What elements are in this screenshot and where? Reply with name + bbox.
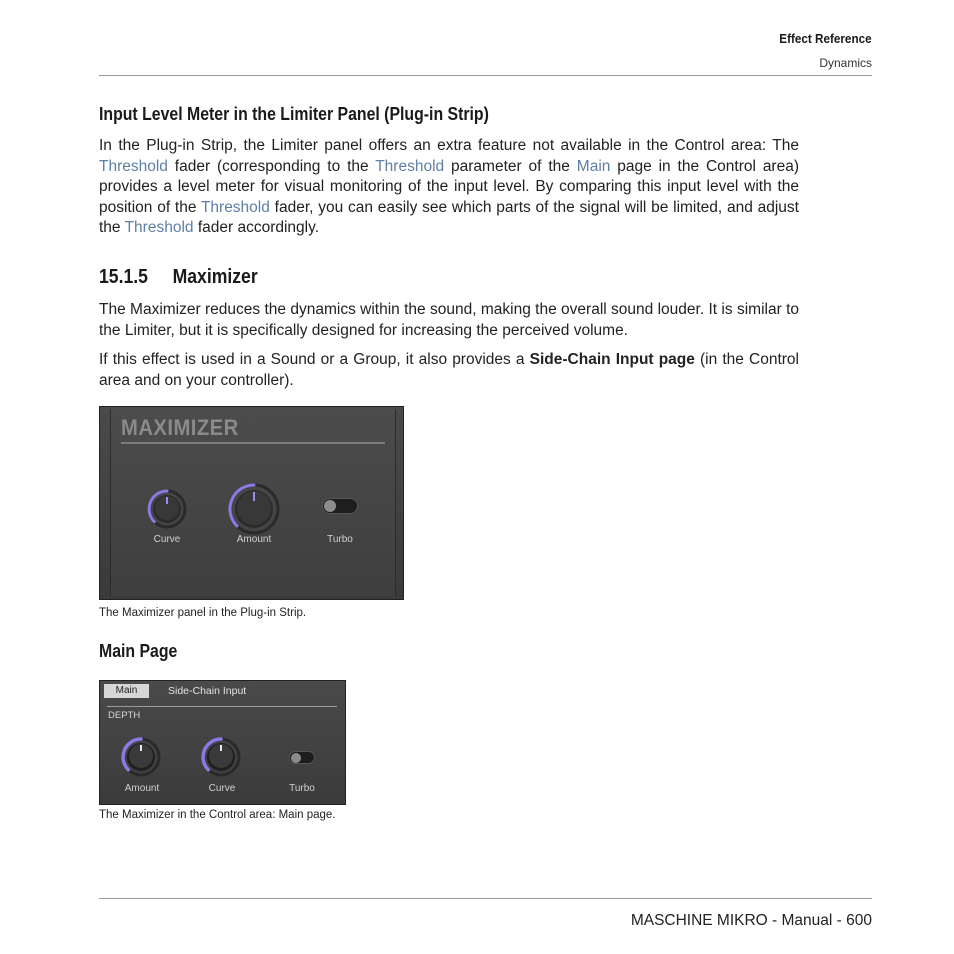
curve-knob[interactable] bbox=[145, 487, 189, 531]
meter-paragraph: In the Plug-in Strip, the Limiter panel offers an extra feature not available in the Control area: The Threshold fader (corresponding to the Threshold parameter of the Main page in the Control area) provides a level meter for visual monitoring of the input level. By comparing this input level with the position of the Threshold fader, you can easily see which parts of the signal will be limited, and adjust the Threshold fader accordingly. bbox=[99, 137, 800, 237]
control-panel-rule bbox=[107, 706, 337, 707]
amount-knob[interactable] bbox=[119, 735, 163, 779]
maximizer-control-panel bbox=[99, 680, 346, 805]
header-subtitle: Dynamics bbox=[819, 56, 872, 70]
amount-label: Amount bbox=[124, 783, 160, 794]
tab-main[interactable]: Main bbox=[104, 684, 149, 698]
footer-rule bbox=[99, 898, 872, 899]
section-heading-maximizer: 15.1.5 Maximizer bbox=[99, 266, 258, 288]
maximizer-paragraph-2: If this effect is used in a Sound or a Group, it also provides a Side-Chain Input page (in the Control area and on your controller). bbox=[99, 351, 799, 389]
turbo-toggle[interactable] bbox=[289, 751, 315, 764]
panel-title: MAXIMIZER bbox=[121, 415, 239, 440]
maximizer-paragraph-1: The Maximizer reduces the dynamics within the sound, making the overall sound louder. It is similar to the Limiter, but it is specifically designed for increasing the perceived volume. bbox=[99, 301, 799, 339]
control-panel-caption: The Maximizer in the Control area: Main page. bbox=[99, 809, 336, 821]
toggle-knob bbox=[324, 500, 336, 512]
plugin-panel-caption: The Maximizer panel in the Plug-in Strip. bbox=[99, 607, 307, 619]
amount-label: Amount bbox=[236, 534, 272, 545]
panel-title-rule bbox=[121, 442, 385, 444]
curve-label: Curve bbox=[153, 534, 181, 545]
turbo-label: Turbo bbox=[289, 783, 315, 794]
threshold-link[interactable]: Threshold bbox=[124, 219, 194, 237]
footer-text: MASCHINE MIKRO - Manual - 600 bbox=[630, 912, 872, 929]
amount-knob[interactable] bbox=[226, 481, 282, 537]
header-rule bbox=[99, 75, 872, 76]
maximizer-plugin-panel bbox=[99, 406, 404, 600]
toggle-knob bbox=[291, 753, 301, 763]
turbo-label: Turbo bbox=[327, 534, 353, 545]
curve-label: Curve bbox=[208, 783, 236, 794]
main-link[interactable]: Main bbox=[576, 157, 611, 175]
tab-side-chain-input[interactable]: Side-Chain Input bbox=[168, 685, 247, 697]
main-page-heading: Main Page bbox=[99, 641, 178, 661]
depth-section-label: DEPTH bbox=[108, 710, 141, 721]
plugin-panel-body bbox=[110, 409, 396, 597]
turbo-toggle[interactable] bbox=[322, 498, 358, 514]
threshold-link[interactable]: Threshold bbox=[200, 198, 270, 216]
threshold-link[interactable]: Threshold bbox=[99, 157, 168, 175]
header-title: Effect Reference bbox=[779, 31, 872, 46]
curve-knob[interactable] bbox=[199, 735, 243, 779]
threshold-link[interactable]: Threshold bbox=[375, 157, 445, 175]
section-heading-meter: Input Level Meter in the Limiter Panel (Plug-in Strip) bbox=[99, 104, 489, 124]
